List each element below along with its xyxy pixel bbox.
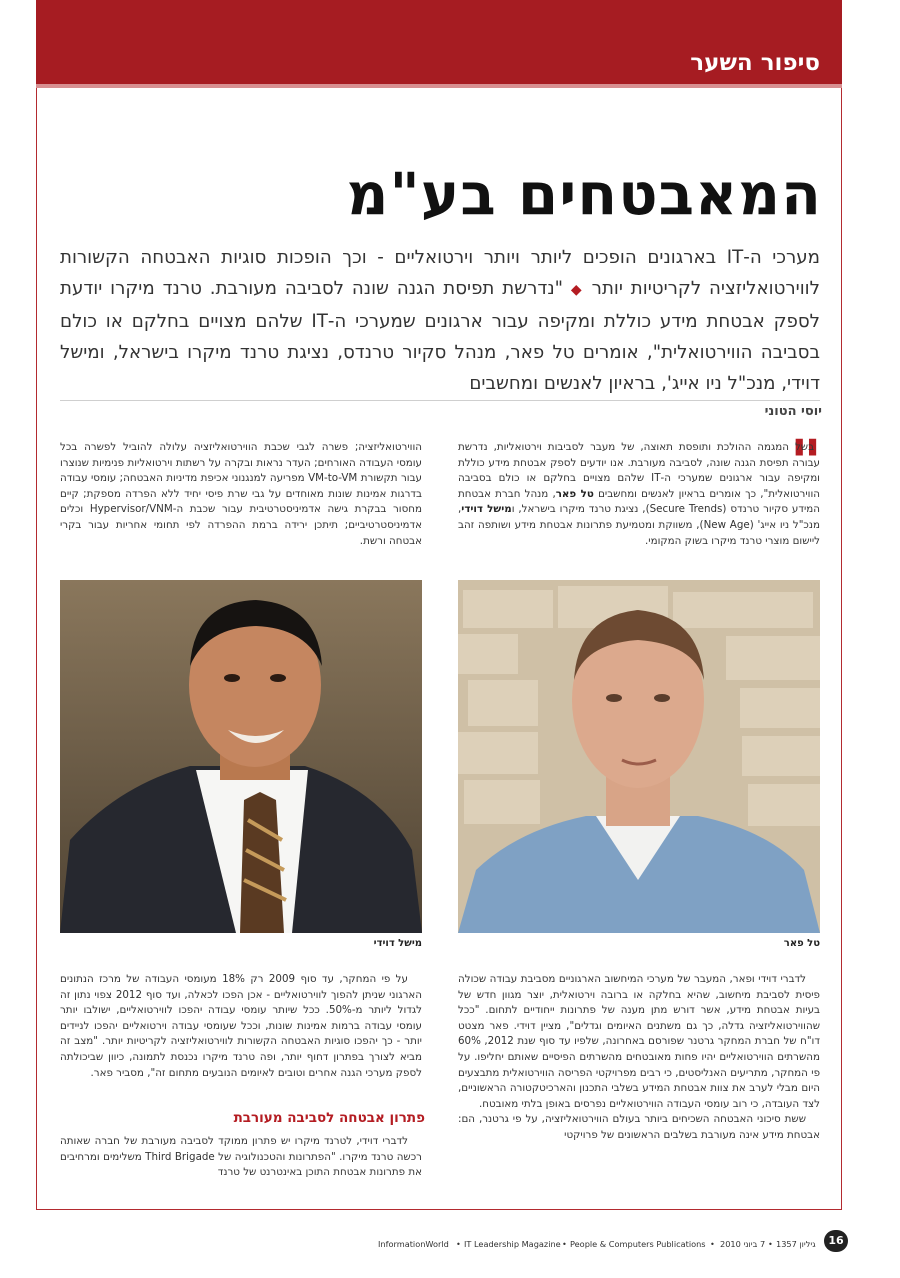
lede-part1: מערכי ה-IT בארגונים הופכים ליותר ויותר וירטואליים - וכך הופכות סוגיות האבטחה הקשורות לווירטואליזציה לקריטיות יותר: [60, 247, 820, 299]
footer-site: InformationWorld: [378, 1239, 449, 1249]
footer-date: 7 ביוני 2010: [720, 1239, 766, 1249]
caption-michel-davidi: מישל דוידי: [373, 938, 422, 949]
photo-michel-davidi: [60, 580, 422, 933]
footer-issue: גיליון 1357: [776, 1239, 816, 1249]
page-footer: [370, 1235, 848, 1255]
footer-bullet-icon: •: [710, 1239, 715, 1249]
footer-bullet-icon: •: [562, 1239, 567, 1249]
lede-part2: "נדרשת תפיסת הגנה שונה לסביבה מעורבת. טרנד מיקרו יודעת לספק אבטחת מידע כוללת ומקיפה עבור ארגונים שמערכי ה-IT שלהם מצויים בחלקם או כולם בסביבה הווירטואלית", אומרים טל פאר, מנהל סקיור טרנדס, נציגת טרנד מיקרו בישראל, ומישל דוידי, מנכ"ל ניו אייג', בראיון לאנשים ומחשבים: [60, 278, 820, 394]
footer-magazine: IT Leadership Magazine: [464, 1239, 561, 1249]
diamond-bullet-icon: ◆: [570, 282, 584, 298]
column-left-top: [60, 440, 422, 549]
article-title: המאבטחים בע"מ: [346, 160, 822, 228]
person-name-tal: טל פאר: [555, 487, 594, 500]
paragraph-gartner: לדברי דוידי ופאר, המעבר של מערכי המיחשוב הארגוניים מסביבת עבודה שכולה פיסית לסביבת מיחשוב, שהיא בחלקה או ברובה וירטואלית, יוצר מגוון חדש של בעיות אבטחת מידע, אשר דורש מתן מענה של פתרונות ייחודיים לתחום. "ככל שהווירטואליזציה גדלה, כך גם משתנים האיומים וגדלים", מציין דוידי. פאר מצטט דו"ח של חברת המחקר גרטנר שפורסם באחרונה, שלפיו עד סוף שנת 2012, 60% מהשרתים הווירטואליים יהיו פחות מאובטחים מהשרתים הפיסיים שאותם יחליפו. על פי המחקר, מתריעים האנליסטים, כי רבים מפרויקטי הפריסה הווירטואלית מתבצעים היום מבלי לערב את צוות אבטחת המידע בשלבי התכנון והארכיטקטורה הראשוניים, לצד העובדה, כי רוב עומסי העבודה הווירטואליים נפרסים באופן בלתי מאובטח.: [458, 973, 820, 1110]
intro-text-c: , מנכ"ל ניו אייג' (New Age), משווקת ומטמיעת פתרונות אבטחת מידע ושותפה זהב ליישום מוצרי טרנד מיקרו בשוק המקומי.: [458, 503, 820, 547]
portrait-michel-davidi: [60, 580, 422, 933]
divider: [60, 400, 820, 401]
column-left-bottom-2: [60, 1134, 422, 1181]
portrait-tal-peer: [458, 580, 820, 933]
quote-mark-icon: ": [789, 426, 822, 499]
section-subheading: פתרון אבטחה לסביבה מעורבת: [233, 1110, 425, 1126]
footer-publisher: People & Computers Publications: [570, 1239, 706, 1249]
intro-text-a: בשל המגמה ההולכת ותופסת תאוצה, של מעבר לסביבות וירטואליות, נדרשת עבורה תפיסת הגנה שונה, לסביבה מעורבת. אנו יודעים לספק אבטחת מידע כוללת ומקיפה עבור ארגונים שמערכי ה-IT שלהם מצויים בחלקם או כולם בסביבה הווירטואלית", כך אומרים בראיון לאנשים ומחשבים: [458, 441, 821, 500]
person-name-michel: מישל דוידי: [461, 503, 512, 516]
section-label: סיפור השער: [690, 50, 820, 76]
photo-tal-peer: [458, 580, 820, 933]
author-byline: יוסי הטוני: [764, 404, 822, 419]
footer-bullet-icon: •: [456, 1239, 461, 1249]
column-right-top: [458, 440, 820, 549]
article-lede: [60, 242, 820, 399]
paragraph-research: על פי המחקר, עד סוף 2009 רק 18% מעומסי העבודה של מרכז הנתונים הארגוני שניתן להפוך לווירטואליים - אכן הפכו לכאלה, ועד סוף 2012 צפוי נתון זה לגדול ליותר מ-50%. ככל שיותר עומסי עבודה יהפכו לווירטואליים, ישולבו יותר עומסי עבודה ברמות אמינות שונות, וככל שעומסי עבודה וירטואליים יהפכו לניידים יותר - כך יהפכו סוגיות האבטחה הקשורות לווירטואליזציה לקריטיות יותר. "מצב זה מביא לצורך בפתרון דחוף יותר, ופה טרנד מיקרו נכנסת לתמונה, כיוון שביכולתה לספק מערכי הגנה אחרים וטובים לאיומים הנובעים מתחום זה", מסביר פאר.: [60, 973, 423, 1079]
risks-text: הווירטואליזציה; פשרה לגבי שכבת הווירטואליזציה עלולה להוביל לפשרה בכל עומסי העבודה האורחים; העדר נראות ובקרה על רשתות וירטואליות פנימיות שנוצרו עבור תקשורת VM-to-VM מפריעה למנגנוני אכיפת מדיניות האבטחה; עומסי עבודה בדרגות אמינות שונות מאוחדים על גבי שרת פיסי יחיד ללא הפרדה מספקת; קיים מחסור בבקרת גישה אדמיניסטרטיבית עבור שכבת ה-Hypervisor/VNM וכלים אדמיניסטרטיביים; תיתכן ירידה ברמת ההפרדה לפי תחומי אחריות עבור בקרי אבטחה ורשת.: [60, 441, 423, 547]
page-number: 16: [824, 1230, 848, 1252]
intro-text-b: , מנהל חברת אבטחת המידע סקיור טרנדס (Secure Trends), נציגת טרנד מיקרו בישראל, ו: [458, 487, 820, 516]
paragraph-risks-intro: ששת סיכוני האבטחה השכיחים ביותר בעולם הווירטואליזציה, על פי גרטנר, הם: אבטחת מידע אינה מעורבת בשלבים הראשונים של פרויקטי: [458, 1113, 820, 1141]
column-right-bottom: [458, 972, 820, 1144]
column-left-bottom: [60, 972, 422, 1081]
footer-bullet-icon: •: [768, 1239, 773, 1249]
caption-tal-peer: טל פאר: [783, 938, 820, 949]
paragraph-solution: לדברי דוידי, לטרנד מיקרו יש פתרון ממוקד לסביבה מעורבת של חברה שאותה רכשה טרנד מיקרו. "הפתרונות והטכנולוגיה של Third Brigade משלימים ומרחיבים את פתרונות אבטחת התוכן באינטרנט של טרנד: [60, 1135, 422, 1179]
